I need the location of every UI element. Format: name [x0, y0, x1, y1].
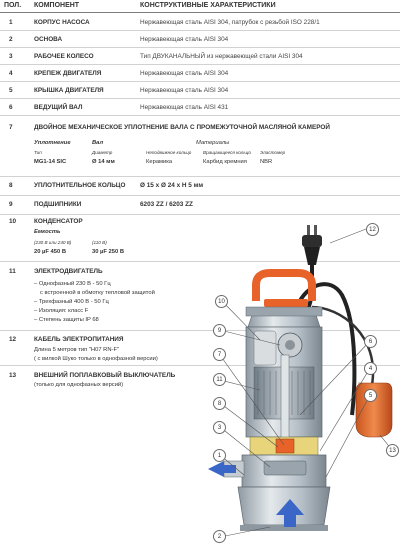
row-num: 1 [9, 19, 13, 26]
callout-label: 12 [369, 227, 376, 233]
cap-v2-value: 30 µF 250 В [92, 249, 125, 255]
row-value: 6203 ZZ / 6203 ZZ [140, 201, 193, 208]
callout-13 [386, 444, 399, 457]
callout-12 [366, 223, 379, 236]
motor-cover [248, 315, 320, 327]
row-name: КАБЕЛЬ ЭЛЕКТРОПИТАНИЯ [34, 336, 124, 343]
row-value: Тип ДВУКАНАЛЬНЫЙ из нержавеющей стали AISI 304 [140, 53, 303, 60]
seal-col-shaft: Вал [92, 140, 104, 146]
callout-label: 9 [217, 328, 222, 334]
callout-1 [213, 449, 226, 462]
callout-6 [364, 335, 377, 348]
cap-v1-value: 20 µF 450 В [34, 249, 67, 255]
seal-sub-diameter: Диаметр [92, 150, 113, 155]
callout-8 [213, 397, 226, 410]
callout-label: 5 [368, 393, 373, 399]
seal-section [0, 121, 400, 176]
table-header [0, 0, 400, 13]
table-row [0, 31, 400, 48]
row-value: Ø 15 x Ø 24 x H 5 мм [140, 182, 204, 189]
cable-line: ( с вилкой Шуко только в однофазной версии) [34, 356, 158, 362]
row-num: 7 [9, 124, 13, 131]
seal-fixed-ring: Керамика [146, 159, 173, 165]
row-name: ЭЛЕКТРОДВИГАТЕЛЬ [34, 268, 103, 275]
seal-sub-fixed: Неподвижное кольцо [146, 150, 192, 155]
table-row [0, 65, 400, 82]
callout-7 [213, 348, 226, 361]
callout-4 [364, 362, 377, 375]
row-name: КРЕПЕЖ ДВИГАТЕЛЯ [34, 70, 102, 77]
seal-col-seal: Уплотнение [34, 140, 71, 146]
table-row [0, 82, 400, 99]
seal-sub-rotating: Вращающееся кольцо [203, 150, 251, 155]
row-num: 4 [9, 70, 13, 77]
callout-9 [213, 324, 226, 337]
callout-label: 11 [216, 377, 223, 383]
row-name: КОНДЕНСАТОР [34, 218, 83, 225]
cap-label: Емкость [34, 229, 61, 235]
callout-3 [213, 421, 226, 434]
row-value: Нержавеющая сталь AISI 304 [140, 87, 229, 94]
row-num: 2 [9, 36, 13, 43]
seal-sub-elastomer: Эластомер [260, 150, 286, 155]
row-value: Нержавеющая сталь AISI 431 [140, 104, 229, 111]
seal-rotating-ring: Карбид кремния [203, 159, 247, 165]
callout-label: 1 [217, 453, 222, 459]
callout-label: 6 [368, 339, 373, 345]
callout-label: 3 [217, 425, 222, 431]
bearings-section [0, 196, 400, 214]
seal-type: MG1-14 SIC [34, 159, 67, 165]
motor-line: – Изоляция: класс F [34, 308, 89, 314]
header-characteristics: КОНСТРУКТИВНЫЕ ХАРАКТЕРИСТИКИ [140, 2, 276, 9]
callout-label: 4 [368, 366, 373, 372]
motor-line: – Трехфазный 400 В - 50 Гц [34, 299, 109, 305]
header-component: КОМПОНЕНТ [34, 2, 80, 9]
callout-2 [213, 530, 226, 543]
row-name: УПЛОТНИТЕЛЬНОЕ КОЛЬЦО [34, 182, 126, 189]
cap-v1-label: (230 В или 240 В) [34, 240, 72, 245]
impeller [264, 461, 306, 475]
callout-label: 7 [217, 352, 222, 358]
row-num: 3 [9, 53, 13, 60]
row-name: ПОДШИПНИКИ [34, 201, 82, 208]
row-num: 12 [9, 336, 17, 343]
header-pos: ПОЛ. [4, 2, 22, 9]
row-value: Нержавеющая сталь AISI 304, патрубок с резьбой ISO 228/1 [140, 19, 320, 26]
seal-diameter: Ø 14 мм [92, 159, 115, 165]
float-line: (только для однофазных версий) [34, 382, 124, 388]
table-row [0, 99, 400, 116]
row-name: ВЕДУЩИЙ ВАЛ [34, 104, 83, 111]
callout-label: 8 [217, 401, 222, 407]
row-num: 11 [9, 268, 16, 275]
row-num: 5 [9, 87, 13, 94]
seal-col-materials: Материалы [196, 140, 230, 146]
seal-title: ДВОЙНОЕ МЕХАНИЧЕСКОЕ УПЛОТНЕНИЕ ВАЛА С ПРОМЕЖУТОЧНОЙ МАСЛЯНОЙ КАМЕРОЙ [34, 124, 330, 131]
motor-line: – Однофазный 230 В - 50 Гц [34, 281, 111, 287]
motor-line: с встроенной в обмотку тепловой защитой [40, 290, 155, 296]
callout-5 [364, 389, 377, 402]
callout-label: 13 [389, 448, 396, 454]
oring-section [0, 177, 400, 195]
table-row [0, 14, 400, 31]
callout-label: 2 [217, 534, 222, 540]
callout-10 [215, 295, 228, 308]
callout-label: 10 [218, 299, 225, 305]
row-name: КРЫШКА ДВИГАТЕЛЯ [34, 87, 104, 94]
row-name: ОСНОВА [34, 36, 63, 43]
mechanical-seal [276, 439, 294, 453]
row-value: Нержавеющая сталь AISI 304 [140, 36, 229, 43]
callout-11 [213, 373, 226, 386]
row-num: 10 [9, 218, 17, 225]
row-name: КОРПУС НАСОСА [34, 19, 90, 26]
table-row [0, 48, 400, 65]
seal-sub-type: Тип [34, 150, 42, 155]
drive-shaft [281, 355, 289, 451]
cap-v2-label: (110 В) [92, 240, 107, 245]
row-value: Нержавеющая сталь AISI 304 [140, 70, 229, 77]
row-name: ВНЕШНИЙ ПОПЛАВКОВЫЙ ВЫКЛЮЧАТЕЛЬ [34, 372, 176, 379]
motor-line: – Степень защиты IP 68 [34, 317, 99, 323]
row-num: 9 [9, 201, 13, 208]
cable-line: Длина 5 метров тип "H07 RN-F" [34, 347, 120, 353]
row-name: РАБОЧЕЕ КОЛЕСО [34, 53, 94, 60]
capacitor [254, 331, 276, 365]
row-num: 13 [9, 372, 17, 379]
row-num: 8 [9, 182, 13, 189]
seal-elastomer: NBR [260, 159, 273, 165]
row-num: 6 [9, 104, 13, 111]
